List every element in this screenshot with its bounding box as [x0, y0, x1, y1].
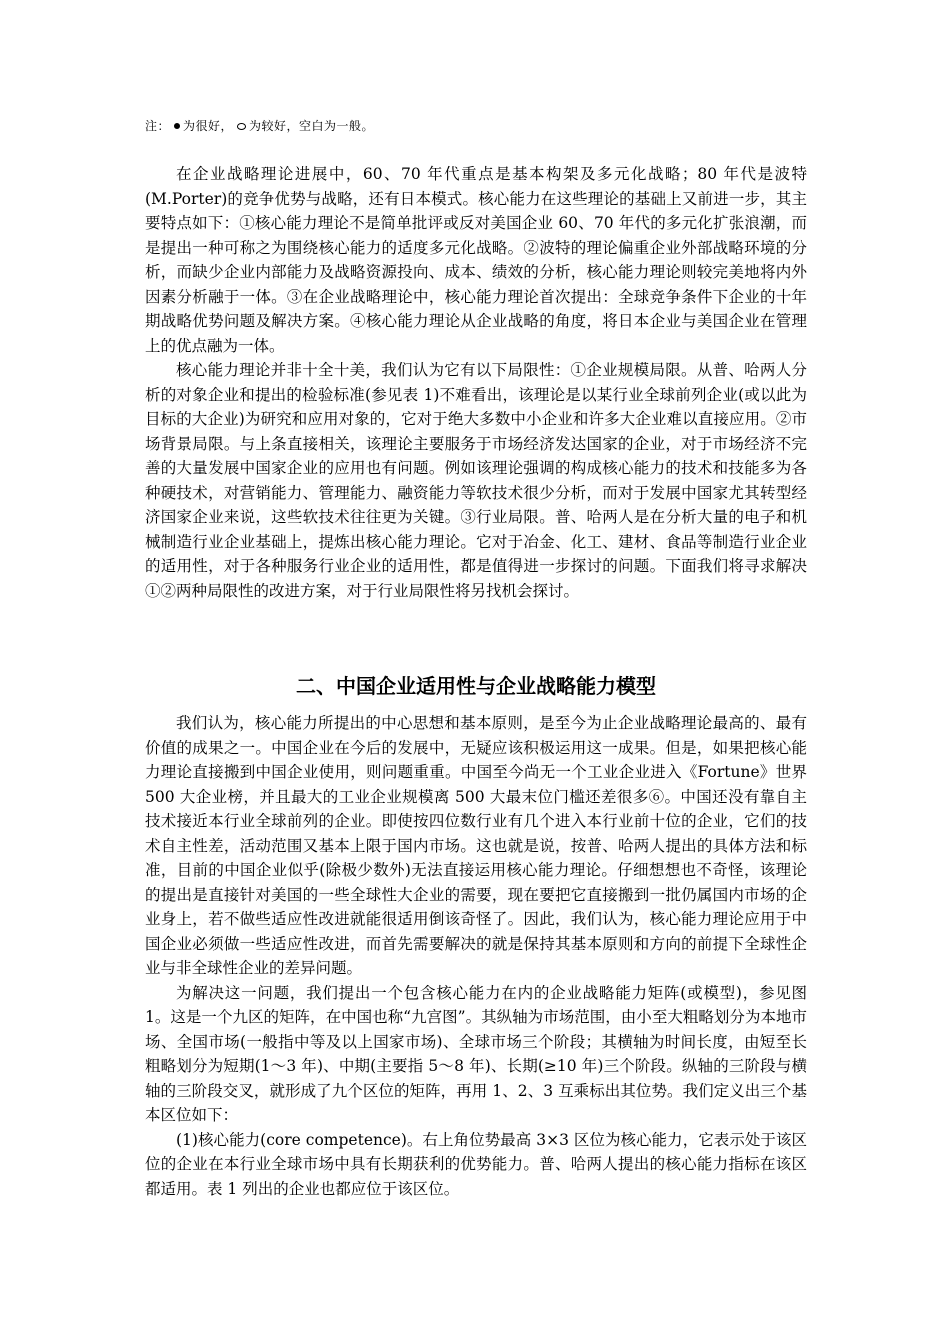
paragraph: 核心能力理论并非十全十美，我们认为它有以下局限性：①企业规模局限。从普、哈两人分析的对象企业和提出的检验标准(参见表 1)不难看出，该理论是以某行业全球前列企业(或以此为目标的大企业)为研究和应用对象的，它对于绝大多数中小企业和许多大企业难以直接应用。②市场背景局限。与上条直接相关，该理论主要服务于市场经济发达国家的企业，对于市场经济不完善的大量发展中国家企业的应用也有问题。例如该理论强调的构成核心能力的技术和技能多为各种硬技术，对营销能力、管理能力、融资能力等软技术很少分析，而对于发展中国家尤其转型经济国家企业来说，这些软技术往往更为关键。③行业局限。普、哈两人是在分析大量的电子和机械制造行业企业基础上，提炼出核心能力理论。它对于冶金、化工、建材、食品等制造行业企业的适用性，对于各种服务行业企业的适用性，都是值得进一步探讨的问题。下面我们将寻求解决①②两种局限性的改进方案，对于行业局限性将另找机会探讨。: [145, 361, 807, 600]
note-good: 为较好，空白为一般。: [249, 119, 375, 133]
filled-circle-icon: [174, 123, 180, 129]
section-1-body: [145, 162, 807, 603]
paragraph: 我们认为，核心能力所提出的中心思想和基本原则，是至今为止企业战略理论最高的、最有价值的成果之一。中国企业在今后的发展中，无疑应该积极运用这一成果。但是，如果把核心能力理论直接搬到中国企业使用，则问题重重。中国至今尚无一个工业企业进入《Fortune》世界 500 大企业榜，并且最大的工业企业规模离 500 大最末位门槛还差很多⑥。中国还没有靠自主技术接近本行业全球前列的企业。即使按四位数行业有几个进入本行业前十位的企业，它们的技术自主性差，活动范围又基本上限于国内市场。这也就是说，按普、哈两人提出的具体方法和标准，目前的中国企业似乎(除极少数外)无法直接运用核心能力理论。仔细想想也不奇怪，该理论的提出是直接针对美国的一些全球性大企业的需要，现在要把它直接搬到一批仍属国内市场的企业身上，若不做些适应性改进就能很适用倒该奇怪了。因此，我们认为，核心能力理论应用于中国企业必须做一些适应性改进，而首先需要解决的就是保持其基本原则和方向的前提下全球性企业与非全球性企业的差异问题。: [145, 714, 807, 977]
section-heading: 二、中国企业适用性与企业战略能力模型: [296, 674, 656, 698]
paragraph: 在企业战略理论进展中，60、70 年代重点是基本构架及多元化战略；80 年代是波特(M.Porter)的竞争优势与战略，还有日本模式。核心能力在这些理论的基础上又前进一步，其主要特点如下：①核心能力理论不是简单批评或反对美国企业 60、70 年代的多元化扩张浪潮，而是提出一种可称之为围绕核心能力的适度多元化战略。②波特的理论偏重企业外部战略环境的分析，而缺少企业内部能力及战略资源投向、成本、绩效的分析，核心能力理论则较完美地将内外因素分析融于一体。③在企业战略理论中，核心能力理论首次提出：全球竞争条件下企业的十年期战略优势问题及解决方案。④核心能力理论从企业战略的角度，将日本企业与美国企业在管理上的优点融为一体。: [145, 165, 807, 355]
half-circle-icon: [237, 123, 246, 130]
note-prefix: 注：: [145, 119, 171, 133]
paragraph: (1)核心能力(core competence)。右上角位势最高 3×3 区位为核心能力，它表示处于该区位的企业在本行业全球市场中具有长期获利的优势能力。普、哈两人提出的核心能力指标在该区都适用。表 1 列出的企业也都应位于该区位。: [145, 1130, 807, 1198]
note-very-good: 为很好，: [183, 119, 234, 133]
table-note: [145, 118, 745, 134]
paragraph: 为解决这一问题，我们提出一个包含核心能力在内的企业战略能力矩阵(或模型)，参见图 1。这是一个九区的矩阵，在中国也称“九宫图”。其纵轴为市场范围，由小至大粗略划分为本地市场、全国市场(一般指中等及以上国家市场)、全球市场三个阶段；其横轴为时间长度，由短至长粗略划分为短期(1～3 年)、中期(主要指 5～8 年)、长期(≥10 年)三个阶段。纵轴的三阶段与横轴的三阶段交叉，就形成了九个区位的矩阵，再用 1、2、3 互乘标出其位势。我们定义出三个基本区位如下：: [145, 983, 807, 1124]
section-2-body: [145, 711, 807, 1201]
